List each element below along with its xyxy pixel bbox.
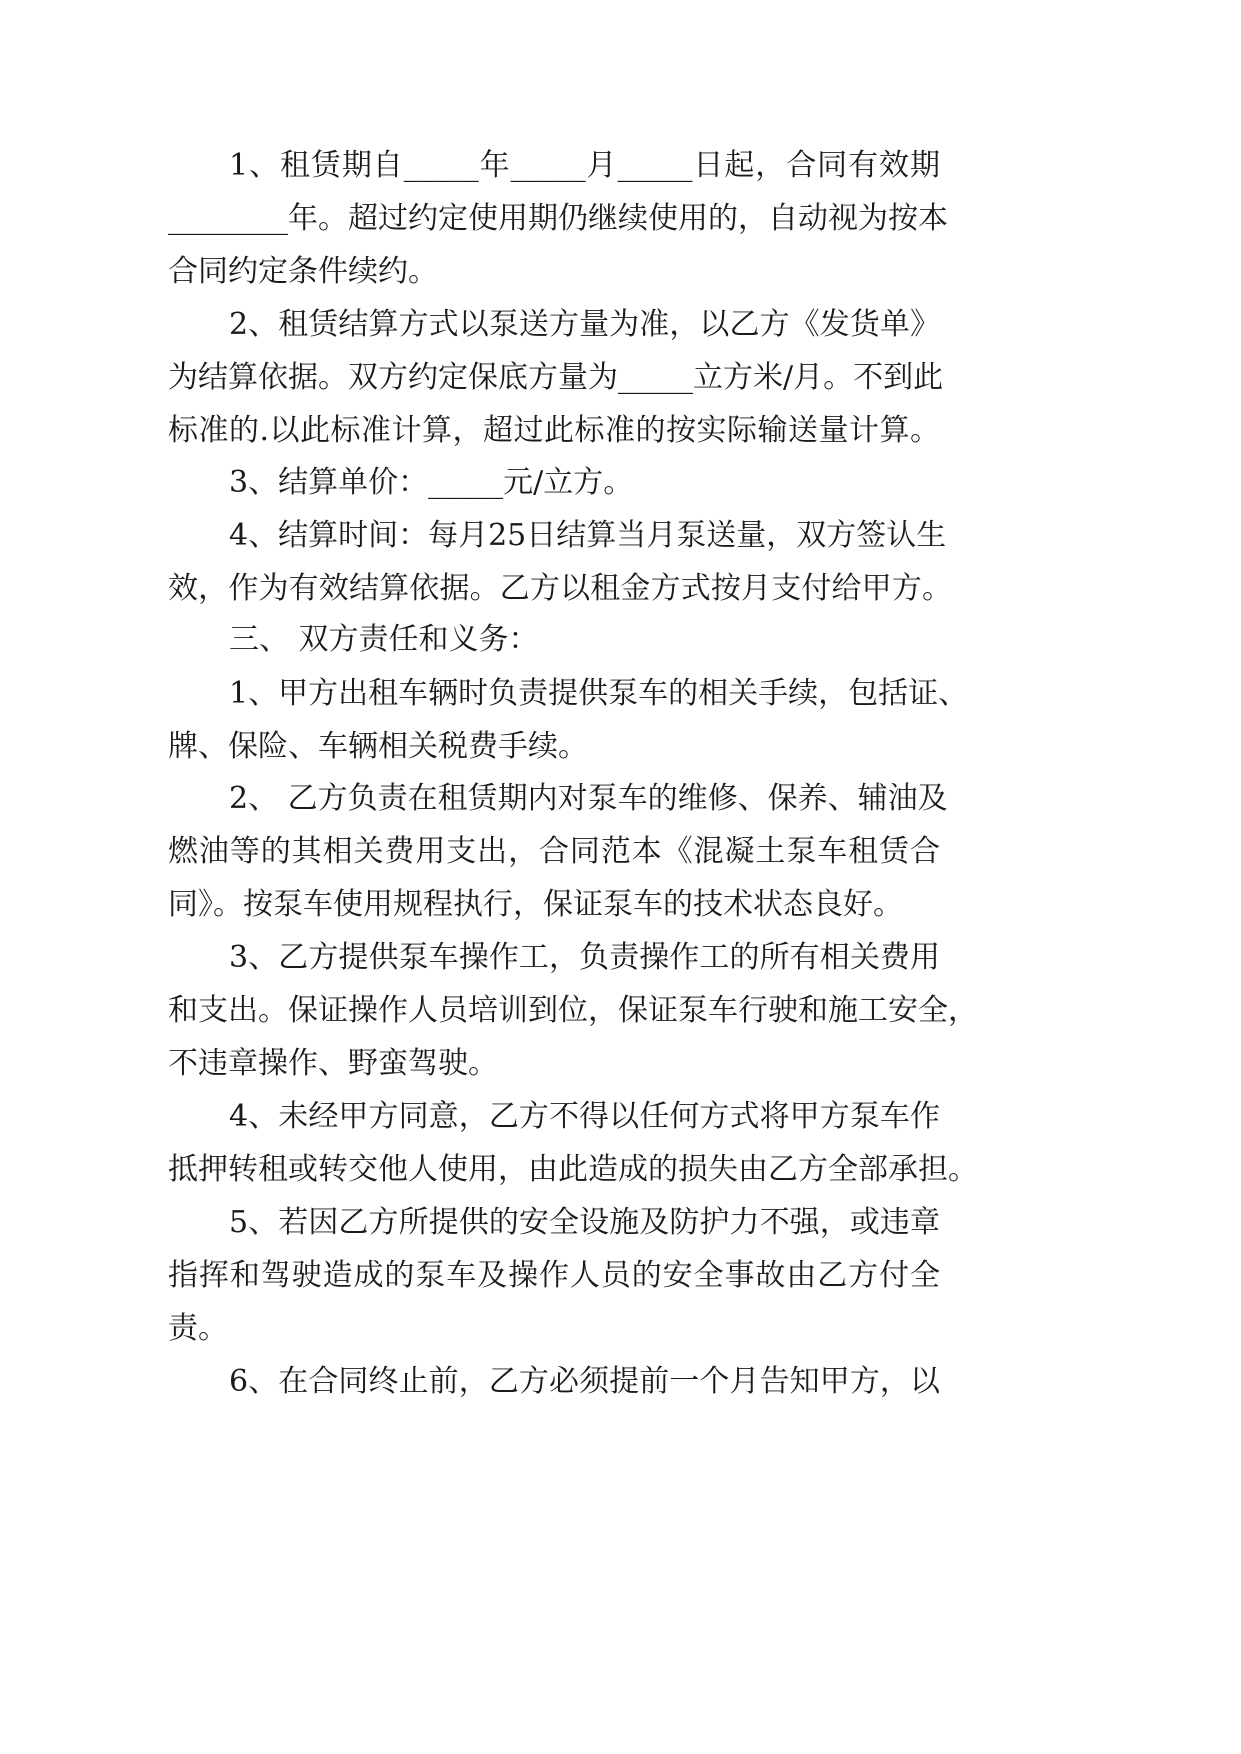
- text-line: 牌、保险、车辆相关税费手续。: [168, 729, 588, 764]
- section-heading: 三、 双方责任和义务：: [229, 622, 539, 657]
- text-line: 4、未经甲方同意，乙方不得以任何方式将甲方泵车作: [229, 1099, 940, 1134]
- text-line: 为结算依据。双方约定保底方量为_____立方米/月。不到此: [168, 360, 944, 395]
- text-line: 2、租赁结算方式以泵送方量为准，以乙方《发货单》: [229, 307, 940, 342]
- text-line: 不违章操作、野蛮驾驶。: [168, 1046, 498, 1081]
- text-line: 3、结算单价：_____元/立方。: [229, 465, 634, 500]
- text-line: 责。: [168, 1311, 228, 1346]
- text-line: 和支出。保证操作人员培训到位，保证泵车行驶和施工安全，: [168, 993, 978, 1028]
- text-line: 抵押转租或转交他人使用，由此造成的损失由乙方全部承担。: [168, 1152, 978, 1187]
- text-line: 5、若因乙方所提供的安全设施及防护力不强，或违章: [229, 1205, 940, 1240]
- text-line: 2、 乙方负责在租赁期内对泵车的维修、保养、辅油及: [229, 781, 948, 816]
- text-line: 6、在合同终止前，乙方必须提前一个月告知甲方，以: [229, 1364, 940, 1399]
- text-line: 同》。按泵车使用规程执行，保证泵车的技术状态良好。: [168, 887, 903, 922]
- text-line: ________年。超过约定使用期仍继续使用的，自动视为按本: [168, 201, 948, 236]
- text-line: 1、甲方出租车辆时负责提供泵车的相关手续，包括证、: [229, 676, 969, 711]
- text-line: 指挥和驾驶造成的泵车及操作人员的安全事故由乙方付全: [168, 1258, 940, 1293]
- text-line: 燃油等的其相关费用支出，合同范本《混凝土泵车租赁合: [168, 834, 940, 869]
- text-line: 标准的.以此标准计算，超过此标准的按实际输送量计算。: [168, 413, 940, 448]
- text-line: 3、乙方提供泵车操作工，负责操作工的所有相关费用: [229, 940, 940, 975]
- text-line: 效，作为有效结算依据。乙方以租金方式按月支付给甲方。: [168, 571, 952, 606]
- text-line: 4、结算时间：每月25日结算当月泵送量，双方签认生: [229, 518, 947, 553]
- text-line: 合同约定条件续约。: [168, 254, 438, 289]
- text-line: 1、租赁期自_____年_____月_____日起，合同有效期: [229, 148, 940, 183]
